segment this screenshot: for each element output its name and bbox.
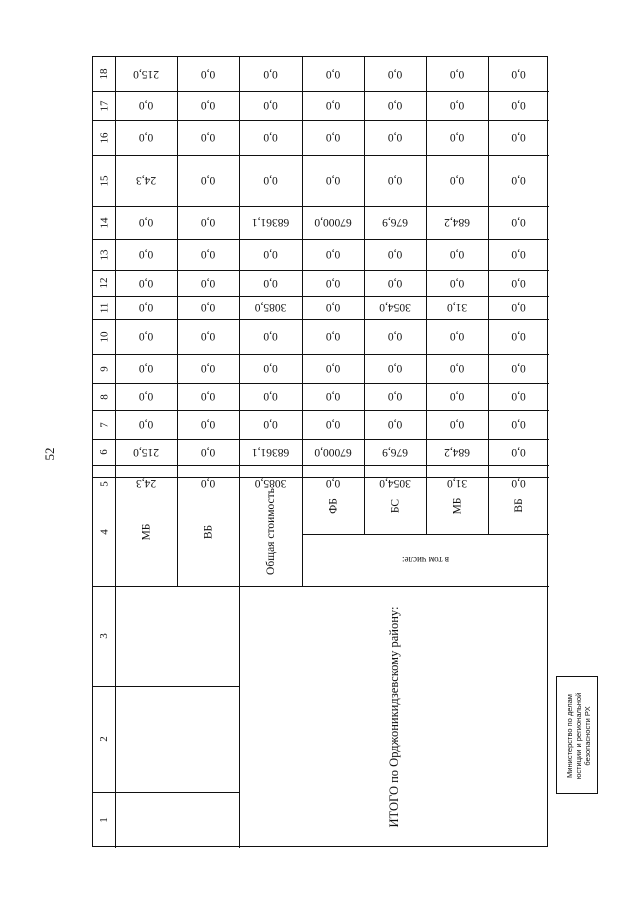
row-label: МБ: [140, 523, 152, 540]
table-cell: 0,0: [138, 390, 154, 403]
table-cell: 0,0: [263, 99, 278, 112]
table-cell: 676,9: [382, 216, 408, 229]
column-number: 15: [98, 175, 110, 186]
table-cell: 0,0: [511, 216, 526, 229]
row-label: ВБ: [202, 524, 214, 539]
table-cell: 0,0: [387, 68, 403, 80]
column-number: 7: [98, 421, 110, 428]
table-cell: 684,2: [444, 216, 470, 229]
table-cell: 0,0: [325, 174, 341, 187]
table-cell: 68361,1: [251, 216, 290, 229]
table-cell: 0,0: [200, 477, 216, 490]
table-cell: 0,0: [138, 362, 154, 375]
column-number: 12: [98, 277, 110, 289]
table-cell: 0,0: [511, 301, 526, 314]
table-cell: 0,0: [263, 131, 278, 144]
table-cell: 0,0: [200, 418, 216, 431]
table-cell: 684,2: [444, 446, 470, 458]
table-cell: 0,0: [200, 248, 216, 261]
data-table: [92, 56, 548, 847]
table-cell: 0,0: [200, 362, 216, 375]
row-label: ФБ: [327, 497, 339, 514]
table-cell: 0,0: [263, 174, 278, 187]
table-cell: 0,0: [387, 418, 403, 431]
column-number: 10: [98, 331, 110, 342]
table-cell: 0,0: [325, 99, 341, 112]
column-number: 1: [98, 817, 110, 823]
table-cell: 0,0: [200, 99, 216, 112]
table-cell: 24,3: [135, 477, 157, 490]
table-cell: 0,0: [200, 277, 216, 289]
table-cell: 0,0: [200, 68, 216, 80]
table-cell: 0,0: [387, 248, 403, 261]
table-cell: 0,0: [511, 248, 526, 261]
table-cell: 0,0: [138, 277, 154, 289]
table-cell: 0,0: [263, 330, 278, 343]
table-cell: 0,0: [449, 99, 465, 112]
table-cell: 0,0: [511, 362, 526, 375]
table-cell: 0,0: [449, 248, 465, 261]
column-number: 8: [98, 393, 110, 400]
table-cell: 0,0: [138, 131, 154, 144]
table-cell: 676,9: [382, 446, 408, 458]
table-cell: 3085,0: [254, 477, 287, 490]
table-cell: 0,0: [263, 418, 278, 431]
subgroup-label: в том числе:: [402, 555, 449, 565]
table-cell: 0,0: [325, 418, 341, 431]
table-cell: 0,0: [449, 330, 465, 343]
column-number: 14: [98, 217, 110, 228]
table-cell: 0,0: [325, 301, 341, 314]
page-number: 52: [42, 447, 57, 461]
column-number: 13: [98, 249, 110, 260]
table-cell: 0,0: [200, 446, 216, 458]
table-cell: 0,0: [387, 99, 403, 112]
column-number: 5: [98, 480, 110, 487]
column-number: 11: [98, 302, 110, 313]
table-cell: 3054,0: [379, 477, 411, 490]
row-label: БС: [389, 498, 401, 513]
table-cell: 0,0: [449, 418, 465, 431]
table-cell: 0,0: [511, 68, 526, 80]
table-cell: 0,0: [138, 216, 154, 229]
table-cell: 0,0: [511, 330, 526, 343]
table-cell: 67000,0: [314, 216, 352, 229]
table-cell: 215,0: [133, 68, 159, 80]
table-cell: 0,0: [449, 131, 465, 144]
table-cell: 0,0: [511, 277, 526, 289]
column-number: 6: [98, 449, 110, 455]
table-cell: 0,0: [387, 390, 403, 403]
column-number: 18: [98, 68, 110, 80]
table-cell: 0,0: [263, 390, 278, 403]
table-cell: 67000,0: [314, 446, 352, 458]
table-cell: 0,0: [449, 174, 465, 187]
table-cell: 0,0: [387, 362, 403, 375]
table-cell: 0,0: [200, 330, 216, 343]
column-number: 3: [98, 633, 110, 639]
table-cell: 0,0: [325, 390, 341, 403]
table-cell: 0,0: [387, 174, 403, 187]
table-cell: 0,0: [200, 390, 216, 403]
table-cell: 0,0: [200, 174, 216, 187]
table-cell: 215,0: [133, 446, 159, 458]
table-cell: 0,0: [325, 277, 341, 289]
table-cell: 0,0: [138, 330, 154, 343]
table-cell: 0,0: [263, 248, 278, 261]
column-number: 4: [98, 528, 110, 535]
table-cell: 0,0: [325, 330, 341, 343]
column-number: 16: [98, 132, 110, 143]
table-cell: 0,0: [263, 362, 278, 375]
row-label: ВБ: [512, 498, 525, 513]
table-cell: 0,0: [325, 131, 341, 144]
table-cell: 31,0: [446, 477, 468, 490]
column-number: 17: [98, 100, 110, 111]
table-cell: 0,0: [449, 68, 465, 80]
table-cell: 0,0: [200, 216, 216, 229]
table-cell: 0,0: [138, 248, 154, 261]
table-cell: 0,0: [138, 301, 154, 314]
row-label: МБ: [451, 497, 463, 514]
table-cell: 0,0: [325, 362, 341, 375]
row-label: Общая стоимость: [264, 488, 277, 575]
table-cell: 68361,1: [251, 446, 290, 458]
table-cell: 0,0: [511, 99, 526, 112]
table-cell: 0,0: [200, 301, 216, 314]
column-number: 9: [98, 365, 110, 372]
table-cell: 0,0: [387, 131, 403, 144]
table-cell: 0,0: [387, 277, 403, 289]
registration-stamp: [556, 676, 598, 794]
table-cell: 31,0: [446, 301, 468, 314]
table-cell: 3085,0: [254, 301, 287, 314]
table-cell: 0,0: [449, 362, 465, 375]
table-cell: 0,0: [325, 477, 341, 490]
table-cell: 0,0: [511, 131, 526, 144]
table-cell: 24,3: [135, 174, 157, 187]
table-cell: 0,0: [325, 68, 341, 80]
stamp-text: Министерство по делам юстиции и региональной безопасности РХ: [564, 692, 592, 780]
table-cell: 0,0: [511, 477, 526, 490]
table-cell: 0,0: [511, 174, 526, 187]
table-cell: 0,0: [511, 390, 526, 403]
table-cell: 0,0: [138, 99, 154, 112]
column-number: 2: [98, 736, 110, 742]
table-cell: 0,0: [387, 330, 403, 343]
table-cell: 0,0: [263, 277, 278, 289]
table-cell: 0,0: [263, 68, 278, 80]
table-cell: 0,0: [200, 131, 216, 144]
table-cell: 3054,0: [379, 301, 411, 314]
table-cell: 0,0: [449, 277, 465, 289]
table-cell: 0,0: [325, 248, 341, 261]
section-title: ИТОГО по Орджоникидзевскому району:: [386, 606, 401, 828]
table-cell: 0,0: [138, 418, 154, 431]
table-cell: 0,0: [511, 446, 526, 458]
table-cell: 0,0: [449, 390, 465, 403]
table-cell: 0,0: [511, 418, 526, 431]
